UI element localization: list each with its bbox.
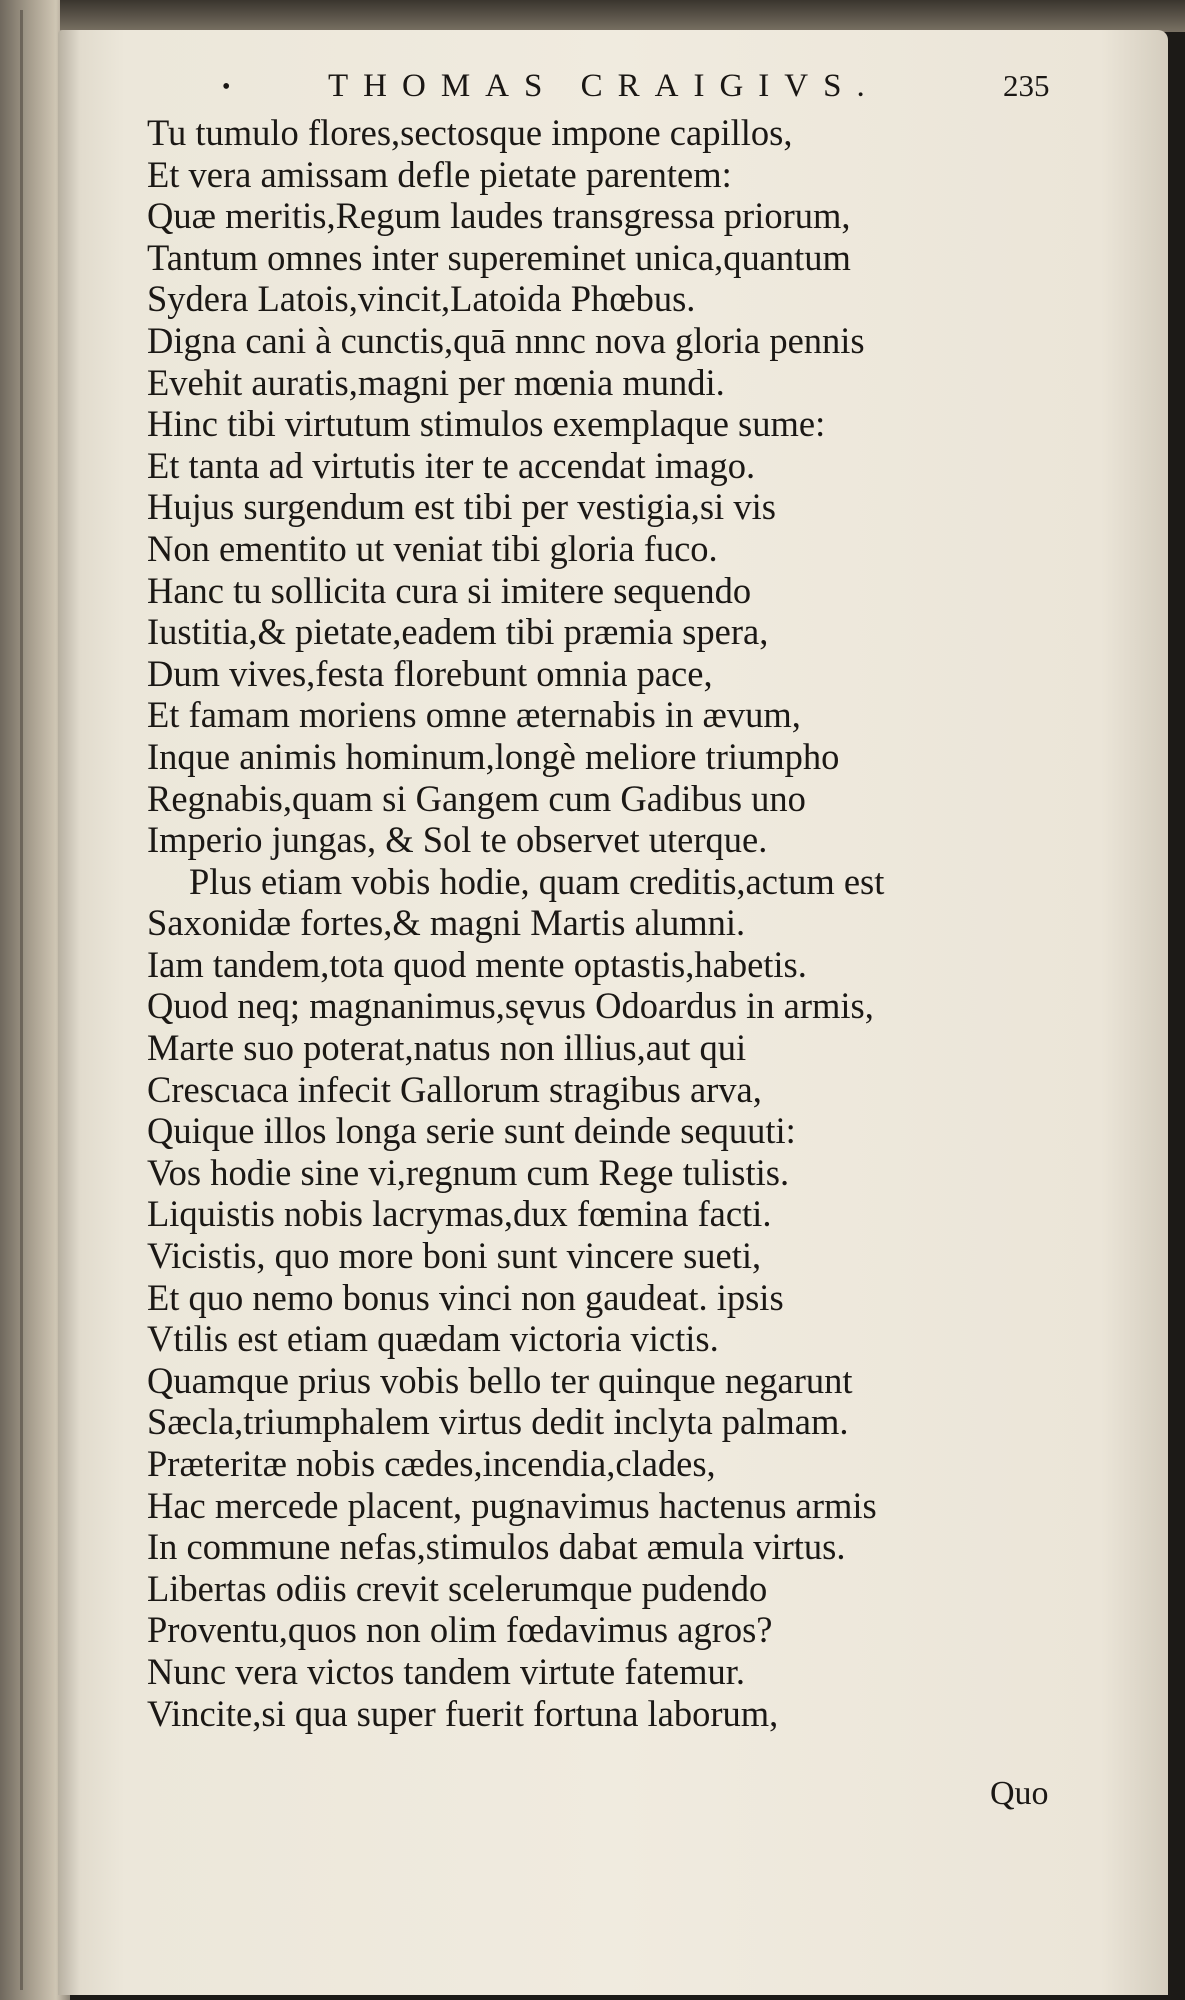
verse-line: Libertas odiis crevit scelerumque pudendo [147,1567,768,1609]
verse-line: Vtilis est etiam quædam victoria victis. [147,1318,719,1360]
verse-line: Et tanta ad virtutis iter te accendat imago. [147,444,756,486]
page-number: 235 [1003,68,1050,103]
verse-line: Sydera Latois,vincit,Latoida Phœbus. [147,278,696,320]
verse-line-paragraph-start: Plus etiam vobis hodie, quam creditis,actum est [189,860,885,902]
verse-line: Quamque prius vobis bello ter quinque negarunt [147,1359,853,1401]
verse-line: Digna cani à cunctis,quā nnnc nova gloria pennis [147,319,865,361]
verse-line: Hujus surgendum est tibi per vestigia,si vis [147,486,776,528]
verse-line: Iustitia,& pietate,eadem tibi præmia spera, [147,611,769,653]
verse-line: Vicistis, quo more boni sunt vincere sueti, [147,1235,762,1277]
verse-line: Imperio jungas, & Sol te observet uterque. [147,819,768,861]
verse-line: Vos hodie sine vi,regnum cum Rege tulistis. [147,1151,790,1193]
running-head [0,68,1185,112]
verse-line: Præteritæ nobis cædes,incendia,clades, [147,1443,716,1484]
verse-line: Proventu,quos non olim fœdavimus agros? [147,1609,773,1651]
verse-line: In commune nefas,stimulos dabat æmula virtus. [147,1526,846,1568]
verse-line: Et quo nemo bonus vinci non gaudeat. ipsis [147,1276,784,1318]
verse-line: Regnabis,quam si Gangem cum Gadibus uno [147,777,806,819]
verse-line: Inque animis hominum,longè meliore triumpho [147,735,840,777]
verse-line: Marte suo poterat,natus non illius,aut qui [147,1027,747,1069]
verse-line: Iam tandem,tota quod mente optastis,habetis. [147,943,807,985]
facing-page-rule [20,10,23,1990]
verse-line: Quæ meritis,Regum laudes transgressa priorum, [147,195,851,237]
top-shadow [60,0,1185,32]
verse-line: Non ementito ut veniat tibi gloria fuco. [147,527,718,569]
verse-line: Vincite,si qua super fuerit fortuna laborum, [147,1692,779,1734]
verse-line: Tu tumulo flores,sectosque impone capillos, [147,112,793,153]
verse-line: Quod neq; magnanimus,sęvus Odoardus in armis, [147,985,874,1027]
verse-line: Dum vives,festa florebunt omnia pace, [147,652,713,694]
verse-line: Quique illos longa serie sunt deinde sequuti: [147,1110,796,1152]
head-ornament: • [222,74,231,100]
running-title: THOMAS CRAIGIVS. [328,68,880,104]
verse-line: Sæcla,triumphalem virtus dedit inclyta palmam. [147,1401,849,1443]
verse-line: Saxonidæ fortes,& magni Martis alumni. [147,902,746,944]
verse-line: Crescιaca infecit Gallorum stragibus arva, [147,1068,762,1110]
verse-line: Et vera amissam defle pietate parentem: [147,153,732,195]
verse-line: Liquistis nobis lacrymas,dux fœmina facti. [147,1193,772,1235]
verse-line: Et famam moriens omne æternabis in ævum, [147,694,801,736]
verse-line: Hanc tu sollicita cura si imitere sequendo [147,569,752,611]
verse-line: Nunc vera victos tandem virtute fatemur. [147,1650,745,1692]
verse-line: Hac mercede placent, pugnavimus hactenus armis [147,1484,877,1526]
catchword: Quo [990,1775,1049,1812]
verse-line: Hinc tibi virtutum stimulos exemplaque sume: [147,403,826,445]
verse-line: Tantum omnes inter supereminet unica,quantum [147,236,851,278]
verse-line: Evehit auratis,magni per mœnia mundi. [147,361,725,403]
verse-text [147,112,1087,1734]
